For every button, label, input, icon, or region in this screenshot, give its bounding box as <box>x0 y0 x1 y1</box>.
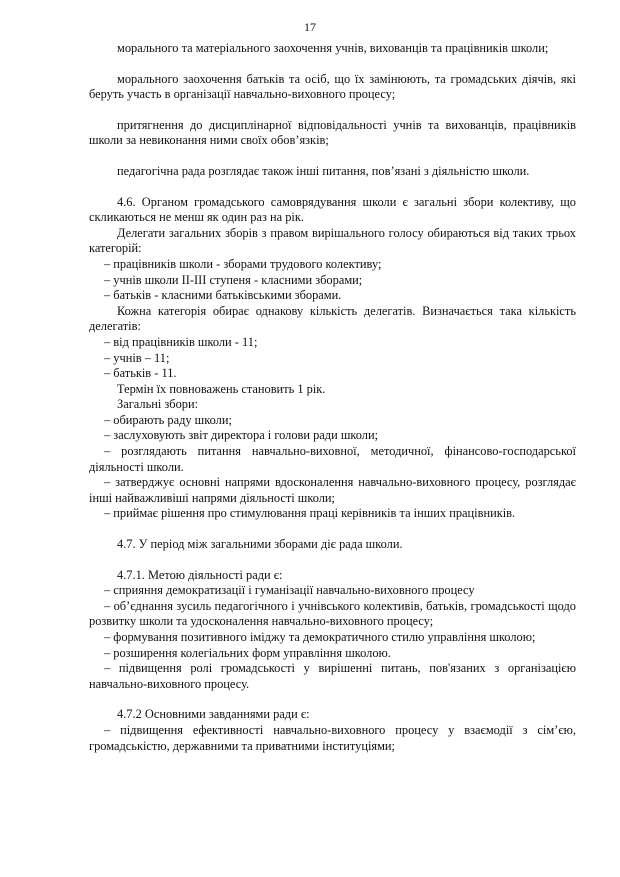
paragraph: морального та матеріального заохочення учнів, вихованців та працівників школи; <box>117 41 549 55</box>
list-item: – приймає рішення про стимулювання праці керівників та інших працівників. <box>104 506 516 521</box>
paragraph: притягнення до дисциплінарної відповідальності учнів та вихованців, працівників школи за невиконання ними своїх обов’язків; <box>89 117 576 148</box>
list-item: – розширення колегіальних форм управління школою. <box>104 645 391 660</box>
list-item: – об’єднання зусиль педагогічного і учнівського колективів, батьків, громадськості щодо розвитку школи та удосконалення навчально-виховного процесу; <box>89 598 576 629</box>
section-4-7-1: 4.7.1. Метою діяльності ради є: <box>117 567 283 582</box>
list-item: – працівників школи - зборами трудового колективу; <box>104 256 382 271</box>
paragraph: Термін їх повноважень становить 1 рік. <box>117 381 326 396</box>
list-item: – учнів – 11; <box>104 350 170 365</box>
section-4-6: 4.6. Органом громадського самоврядування школи є загальні збори колективу, що скликаються не менш як один раз на рік. <box>89 194 576 225</box>
list-item: – формування позитивного іміджу та демократичного стилю управління школою; <box>104 630 536 644</box>
list-item: – розглядають питання навчально-виховної, методичної, фінансово-господарської діяльності школи. <box>89 444 576 474</box>
section-4-7-2: 4.7.2 Основними завданнями ради є: <box>117 707 310 722</box>
page-number: 17 <box>304 20 316 34</box>
list-item: – затверджує основні напрями вдосконалення навчально-виховного процесу, розглядає інші найважливіші напрями діяльності школи; <box>89 475 576 505</box>
list-item: – підвищення ефективності навчально-виховного процесу у взаємодії з сім’єю, громадськістю, державними та приватними інституціями; <box>89 722 576 753</box>
list-item: – батьків - класними батьківськими зборами. <box>104 288 342 303</box>
section-4-7: 4.7. У період між загальними зборами діє рада школи. <box>117 537 403 552</box>
list-item: – учнів школи ІІ-ІІІ ступеня - класними зборами; <box>104 272 363 287</box>
list-item: – підвищення ролі громадськості у вирішенні питань, пов'язаних з організацією навчально-виховного процесу. <box>89 661 576 691</box>
list-item: – сприяння демократизації і гуманізації навчально-виховного процесу <box>104 583 475 598</box>
paragraph: морального заохочення батьків та осіб, що їх замінюють, та громадських діячів, які беруть участь в організації навчально-виховного процесу; <box>89 71 576 102</box>
paragraph: Кожна категорія обирає однакову кількість делегатів. Визначається така кількість делегатів: <box>89 303 576 334</box>
list-item: – батьків - 11. <box>104 366 177 381</box>
paragraph: Загальні збори: <box>117 397 199 412</box>
list-item: – обирають раду школи; <box>104 412 232 427</box>
paragraph: Делегати загальних зборів з правом вирішального голосу обираються від таких трьох категорій: <box>89 225 576 256</box>
list-item: – від працівників школи - 11; <box>104 334 258 349</box>
paragraph: педагогічна рада розглядає також інші питання, пов’язані з діяльністю школи. <box>117 163 530 178</box>
list-item: – заслуховують звіт директора і голови ради школи; <box>104 428 379 443</box>
document-body <box>89 41 576 754</box>
